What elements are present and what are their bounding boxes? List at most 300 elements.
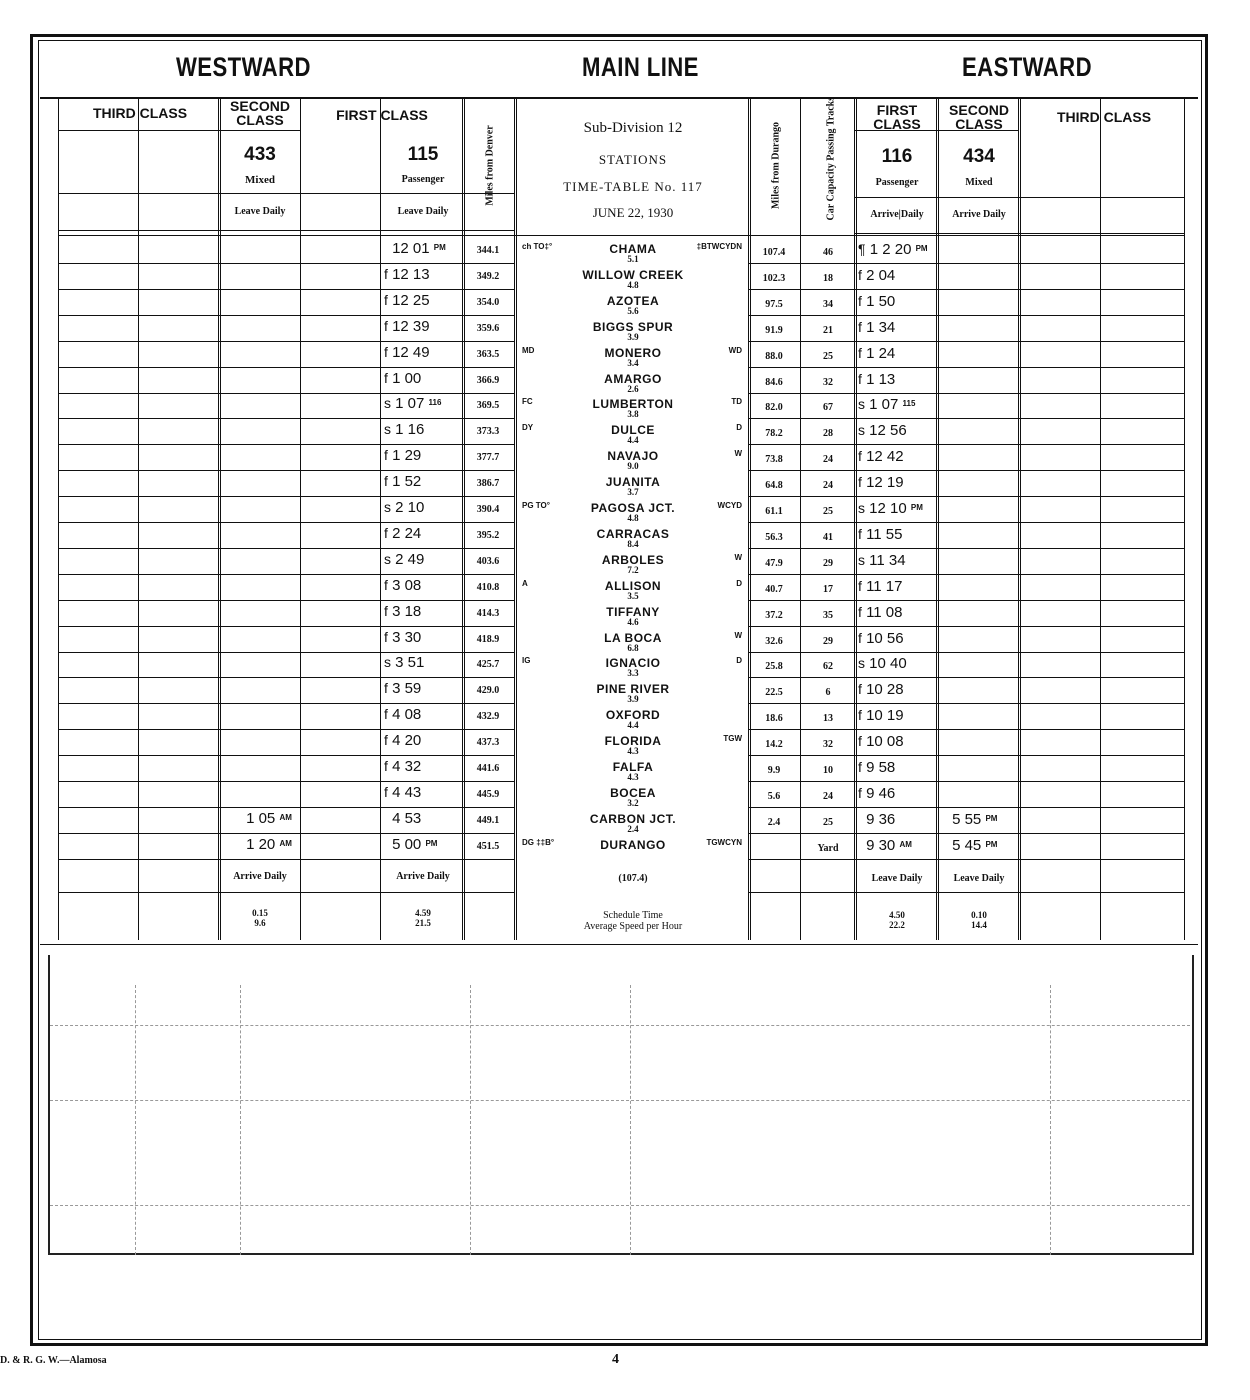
station-distance: 3.5 — [627, 590, 639, 601]
station-name: MONERO — [604, 345, 662, 360]
miles-from-durango: 5.6 — [767, 790, 781, 802]
row-rule — [58, 859, 514, 860]
station-code: DY — [522, 423, 534, 433]
time-value: 1 13 — [866, 370, 896, 388]
time-value: 12 19 — [866, 474, 904, 492]
time-value: 4 20 — [392, 732, 422, 750]
time-value: 1 00 — [392, 369, 422, 387]
train-434-sched-speed: 14.4 — [971, 920, 987, 930]
train-116-time — [858, 267, 940, 284]
time-flag — [858, 837, 862, 853]
westward-header: WESTWARD — [176, 52, 311, 82]
ghost-column — [135, 985, 136, 1255]
train-434-time — [944, 837, 1022, 854]
car-capacity: 32 — [823, 376, 833, 388]
train-115-number: 115 — [407, 144, 439, 165]
page-number: 4 — [612, 1352, 619, 1367]
station-code: MD — [522, 345, 535, 355]
train-115-time — [384, 292, 464, 309]
ghost-rule — [50, 1025, 1190, 1026]
time-flag: f — [858, 707, 862, 724]
train-115-time — [384, 551, 464, 568]
station-name: OXFORD — [605, 708, 661, 723]
time-flag: f — [384, 265, 388, 282]
train-116-time — [858, 293, 940, 310]
time-flag: f — [858, 266, 862, 283]
train-116-sched-speed: 22.2 — [889, 920, 905, 930]
row-rule — [748, 522, 1184, 523]
miles-from-denver: 414.3 — [476, 607, 500, 619]
station-name: DURANGO — [600, 837, 666, 852]
time-value: 3 30 — [392, 628, 422, 646]
row-rule — [748, 548, 1184, 549]
station-name: LUMBERTON — [592, 397, 674, 412]
miles-from-durango: 9.9 — [767, 765, 781, 776]
train-115-time — [384, 344, 464, 361]
car-capacity-label: Car Capacity Passing Tracks — [825, 96, 837, 221]
time-value: 9 58 — [866, 759, 896, 776]
train-116-time — [858, 681, 940, 698]
time-flag — [944, 837, 948, 853]
train-434-time — [944, 811, 1022, 828]
station-code: FC — [522, 397, 533, 407]
miles-from-durango: 102.3 — [762, 272, 786, 284]
miles-from-denver: 377.7 — [476, 452, 500, 464]
miles-from-denver: 390.4 — [476, 504, 500, 515]
train-116-time — [858, 655, 940, 672]
train-115-time — [384, 706, 464, 723]
time-value: 12 42 — [866, 448, 904, 466]
station-name: IGNACIO — [605, 656, 661, 671]
miles-from-denver: 354.0 — [476, 296, 500, 308]
train-115-time — [384, 447, 464, 464]
row-rule — [58, 892, 514, 893]
car-capacity: 32 — [823, 739, 833, 751]
column-line — [380, 98, 381, 940]
time-suffix: PM — [915, 244, 928, 253]
train-115-time — [384, 758, 464, 775]
station-distance: 4.3 — [627, 772, 639, 782]
miles-from-denver: 344.1 — [476, 245, 500, 256]
row-rule — [58, 755, 514, 756]
train-116-sched-time: 4.50 — [889, 910, 905, 920]
train-116-time — [858, 500, 940, 517]
station-name: PAGOSA JCT. — [590, 501, 676, 515]
station-facilities: W — [734, 630, 742, 640]
miles-from-durango-label: Miles from Durango — [770, 121, 782, 210]
time-value: 1 34 — [866, 318, 896, 336]
miles-from-durango: 91.9 — [765, 324, 783, 336]
east-third-class-label: THIRD CLASS — [1056, 109, 1152, 125]
miles-from-durango: 40.7 — [765, 583, 783, 595]
time-flag: s — [858, 396, 865, 413]
car-capacity: 34 — [823, 298, 833, 310]
car-capacity: 24 — [823, 790, 833, 802]
time-flag: f — [858, 318, 862, 335]
car-capacity: 67 — [823, 402, 833, 414]
column-line — [1100, 98, 1101, 940]
main-line-header: MAIN LINE — [582, 52, 699, 82]
column-line — [800, 98, 801, 940]
time-value: 2 24 — [392, 524, 422, 542]
miles-from-denver: 410.8 — [476, 581, 500, 593]
car-capacity: 29 — [823, 635, 833, 647]
train-116-leave: Leave Daily — [871, 873, 923, 884]
time-value: 12 25 — [392, 291, 430, 309]
station-facilities: ‡BTWCYDN — [696, 242, 742, 251]
row-rule — [748, 677, 1184, 678]
station-name: NAVAJO — [607, 449, 659, 464]
train-115-time — [384, 603, 464, 620]
column-line — [748, 98, 751, 940]
station-code: ch TO‡° — [522, 242, 553, 251]
time-value: 10 56 — [866, 629, 904, 647]
train-115-time — [384, 473, 464, 490]
station-distance: 3.7 — [627, 487, 639, 498]
time-flag: f — [858, 292, 862, 309]
train-115-time — [384, 577, 464, 594]
time-value: 1 07 — [395, 395, 425, 413]
station-distance: 3.4 — [627, 357, 639, 368]
time-flag: s — [384, 421, 391, 438]
train-116-type: Passenger — [875, 177, 919, 188]
miles-from-denver: 441.6 — [476, 763, 500, 774]
time-flag: f — [384, 291, 388, 308]
train-116-time — [858, 578, 940, 595]
station-facilities: TD — [731, 397, 742, 407]
timetable-date: JUNE 22, 1930 — [592, 205, 674, 220]
time-value: 12 10 — [869, 500, 907, 517]
time-flag: f — [858, 577, 862, 594]
miles-from-denver-label: Miles from Denver — [484, 125, 496, 206]
station-name: PINE RIVER — [596, 682, 670, 697]
row-rule — [58, 677, 514, 678]
time-flag — [384, 240, 388, 256]
miles-from-durango: 37.2 — [765, 609, 783, 621]
time-flag: f — [858, 603, 862, 620]
time-flag: f — [858, 759, 862, 775]
train-116-time — [858, 422, 940, 439]
miles-from-durango: 32.6 — [765, 635, 783, 647]
time-flag: f — [384, 783, 388, 800]
column-line — [300, 98, 301, 940]
row-rule — [748, 892, 1184, 893]
time-flag — [384, 810, 388, 826]
station-name: BOCEA — [610, 785, 656, 800]
time-suffix: PM — [985, 839, 998, 849]
time-value: 4 43 — [392, 783, 422, 801]
row-rule — [748, 859, 1184, 860]
row-rule — [58, 367, 514, 368]
time-value: 10 40 — [869, 655, 907, 673]
column-line — [514, 98, 517, 940]
table-bottom-rule — [40, 944, 1198, 945]
time-flag: s — [384, 654, 391, 671]
station-name: FLORIDA — [604, 734, 662, 749]
row-rule — [58, 470, 514, 471]
miles-from-denver: 418.9 — [476, 633, 500, 645]
station-name: FALFA — [612, 760, 654, 774]
station-facilities: D — [736, 578, 742, 588]
station-name: WILLOW CREEK — [582, 267, 684, 282]
train-115-time — [384, 654, 464, 671]
station-distance: 5.1 — [627, 254, 639, 264]
station-facilities: WCYD — [717, 501, 742, 510]
miles-from-denver: 349.2 — [476, 270, 500, 282]
row-rule — [748, 470, 1184, 471]
station-facilities: D — [736, 423, 742, 433]
train-115-time — [384, 732, 464, 749]
train-116-time — [858, 526, 940, 543]
row-rule — [58, 807, 514, 808]
miles-from-denver: 395.2 — [476, 529, 500, 541]
train-115-time — [384, 266, 464, 283]
time-flag: f — [858, 474, 862, 491]
train-116-number: 116 — [881, 146, 913, 167]
time-flag: f — [384, 369, 388, 386]
station-code: DG ‡‡B° — [522, 837, 555, 847]
train-116-time — [858, 811, 940, 828]
header-rule — [58, 235, 1184, 236]
car-capacity: 24 — [823, 454, 833, 466]
time-value: 1 50 — [866, 292, 896, 310]
car-capacity: 6 — [825, 687, 831, 699]
car-capacity: 46 — [823, 247, 833, 258]
train-116-time — [858, 448, 940, 465]
train-115-schedule — [384, 908, 462, 928]
time-flag: f — [858, 681, 862, 698]
time-value: 2 49 — [395, 550, 425, 568]
time-flag: f — [858, 629, 862, 646]
station-distance: 3.2 — [627, 797, 639, 808]
stations-label: STATIONS — [598, 152, 668, 167]
time-suffix: AM — [279, 838, 292, 848]
train-433-leave: Leave Daily — [234, 206, 286, 217]
row-rule — [748, 781, 1184, 782]
station-name: ARBOLES — [601, 552, 665, 567]
train-115-time — [384, 370, 464, 387]
station-distance: 8.4 — [627, 538, 639, 549]
train-115-time — [384, 680, 464, 697]
time-value: 3 08 — [392, 576, 422, 594]
row-rule — [58, 626, 514, 627]
row-rule — [58, 729, 514, 730]
train-115-time — [384, 240, 464, 257]
time-value: 5 55 — [952, 810, 982, 828]
miles-from-denver: 366.9 — [476, 374, 500, 386]
station-distance: 5.6 — [627, 305, 639, 316]
ghost-column — [1050, 985, 1051, 1255]
station-name: CARBON JCT. — [589, 811, 677, 826]
station-row — [520, 838, 746, 852]
row-rule — [58, 703, 514, 704]
row-rule — [748, 418, 1184, 419]
east-first-class-label: FIRST CLASS — [873, 102, 921, 132]
train-115-time — [384, 784, 464, 801]
time-flag: f — [384, 524, 388, 541]
time-value: 2 10 — [395, 499, 425, 516]
car-capacity: 28 — [823, 428, 833, 440]
train-116-time — [858, 733, 940, 750]
train-433-number: 433 — [244, 144, 276, 165]
time-flag: f — [858, 525, 862, 542]
train-115-time — [384, 810, 464, 827]
ghost-column — [470, 985, 471, 1255]
row-rule — [748, 729, 1184, 730]
car-capacity: 41 — [823, 531, 833, 543]
row-rule — [748, 444, 1184, 445]
station-name: AMARGO — [604, 371, 662, 386]
header-rule — [58, 230, 514, 231]
train-115-time — [384, 525, 464, 542]
time-value: 1 16 — [395, 421, 425, 439]
time-value: 11 08 — [866, 603, 903, 621]
row-rule — [748, 755, 1184, 756]
station-distance: 2.6 — [627, 383, 639, 394]
station-distance: 4.8 — [627, 279, 639, 290]
miles-from-denver: 403.6 — [476, 555, 500, 567]
train-434-type: Mixed — [965, 177, 993, 188]
time-flag: f — [858, 784, 862, 801]
column-line — [854, 98, 857, 940]
station-distance: 3.3 — [627, 668, 639, 679]
station-name: ALLISON — [604, 578, 662, 593]
time-flag: f — [858, 344, 862, 361]
miles-from-durango: 47.9 — [765, 557, 783, 569]
west-third-class-label: THIRD CLASS — [92, 105, 188, 121]
time-value: 2 04 — [866, 266, 896, 284]
car-capacity: 35 — [823, 609, 833, 621]
time-value: 9 46 — [866, 784, 896, 802]
miles-from-denver: 386.7 — [476, 478, 500, 490]
time-flag: f — [858, 733, 862, 750]
row-rule — [58, 522, 514, 523]
train-116-time — [858, 552, 940, 569]
car-capacity: Yard — [817, 842, 839, 854]
train-116-time — [858, 759, 940, 776]
time-flag: f — [384, 447, 388, 464]
miles-from-durango: 82.0 — [765, 402, 783, 414]
row-rule — [58, 833, 514, 834]
train-115-sched-speed: 21.5 — [415, 918, 431, 928]
station-facilities: W — [734, 552, 742, 562]
car-capacity: 21 — [823, 324, 833, 336]
train-115-time — [384, 318, 464, 335]
miles-from-durango: 2.4 — [767, 816, 781, 828]
time-value: 3 51 — [395, 654, 425, 672]
row-rule — [58, 393, 514, 394]
time-value: 1 05 — [246, 809, 276, 827]
time-value: 4 32 — [392, 758, 422, 775]
car-capacity: 25 — [823, 816, 833, 828]
time-flag — [238, 810, 242, 826]
miles-from-durango: 84.6 — [765, 376, 783, 388]
time-value: 1 20 — [246, 835, 276, 853]
column-line — [218, 98, 221, 940]
station-distance: 4.3 — [627, 746, 639, 757]
time-flag: s — [858, 500, 865, 516]
row-rule — [748, 626, 1184, 627]
train-116-time — [858, 604, 940, 621]
row-rule — [748, 574, 1184, 575]
miles-from-denver: 369.5 — [476, 400, 500, 412]
time-value: 5 00 — [392, 835, 422, 853]
miles-from-durango: 14.2 — [765, 739, 783, 751]
time-flag: f — [384, 602, 388, 619]
time-value: 3 59 — [392, 680, 422, 698]
station-code: A — [522, 578, 528, 588]
row-rule — [58, 600, 514, 601]
time-flag: s — [858, 551, 865, 568]
time-value: 5 45 — [952, 836, 982, 854]
row-rule — [58, 263, 514, 264]
car-capacity: 17 — [823, 583, 833, 595]
time-value: 9 36 — [866, 810, 896, 828]
ghost-rule — [50, 1205, 1190, 1206]
station-code: IG — [522, 656, 531, 666]
miles-from-durango: 88.0 — [765, 350, 783, 362]
car-capacity: 62 — [823, 661, 833, 673]
miles-from-durango: 61.1 — [765, 506, 783, 517]
train-115-time — [384, 421, 464, 438]
row-rule — [748, 289, 1184, 290]
time-flag: f — [858, 448, 862, 465]
station-distance: 2.4 — [627, 823, 639, 834]
row-rule — [58, 574, 514, 575]
station-name: JUANITA — [605, 475, 661, 490]
time-value: 3 18 — [392, 602, 422, 620]
time-flag: f — [384, 317, 388, 334]
station-distance: 4.4 — [627, 435, 639, 446]
row-rule — [58, 315, 514, 316]
train-434-sched-time: 0.10 — [971, 910, 987, 920]
time-value: 10 19 — [866, 707, 904, 725]
row-rule — [58, 548, 514, 549]
car-capacity: 29 — [823, 557, 833, 569]
ghost-rule — [50, 1100, 1190, 1101]
miles-from-denver: 425.7 — [476, 659, 500, 671]
footer-publisher: D. & R. G. W.—Alamosa — [0, 1355, 107, 1366]
schedule-time-label — [520, 910, 746, 932]
row-rule — [58, 496, 514, 497]
time-value: 10 28 — [866, 681, 904, 699]
time-flag: f — [384, 576, 388, 593]
time-suffix: AM — [279, 812, 292, 822]
car-capacity: 25 — [823, 350, 833, 362]
miles-from-durango: 107.4 — [762, 247, 786, 258]
miles-from-denver: 359.6 — [476, 322, 500, 334]
row-rule — [58, 418, 514, 419]
time-suffix: 116 — [428, 398, 442, 408]
schedule-time-text: Schedule Time — [603, 910, 663, 921]
station-code: PG TO° — [522, 501, 550, 510]
row-rule — [58, 444, 514, 445]
time-flag: f — [384, 706, 388, 723]
miles-from-denver: 445.9 — [476, 788, 500, 800]
miles-from-denver: 451.5 — [476, 840, 500, 852]
train-116-time — [858, 371, 940, 388]
column-line — [138, 98, 139, 940]
time-flag — [238, 836, 242, 852]
time-value: 11 17 — [866, 577, 903, 595]
time-flag: f — [384, 343, 388, 360]
bleed-through-area — [48, 955, 1194, 1255]
timetable-label: TIME-TABLE No. 117 — [563, 179, 703, 194]
time-flag: f — [384, 732, 388, 749]
miles-from-denver: 437.3 — [476, 737, 500, 749]
car-capacity: 18 — [823, 272, 833, 284]
row-rule — [748, 703, 1184, 704]
